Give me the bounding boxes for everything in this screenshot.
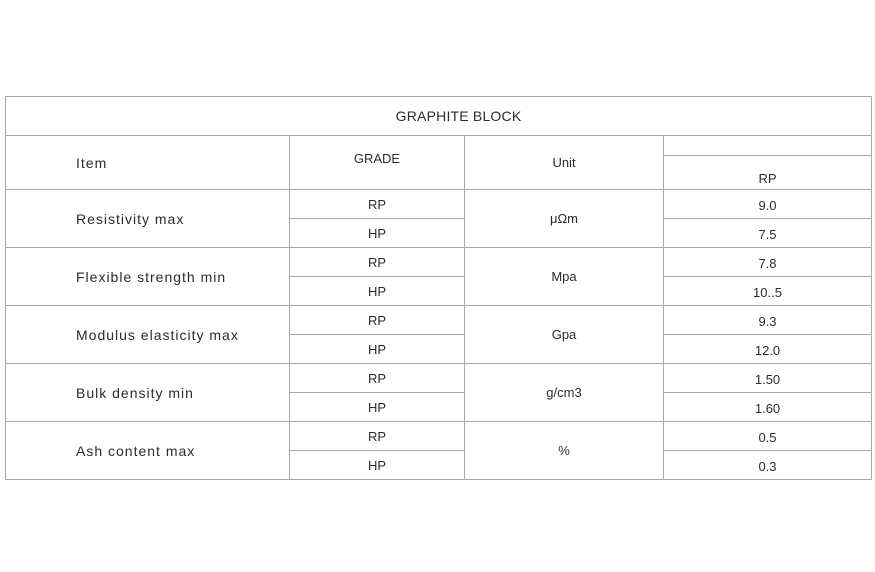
item-label: Bulk density min (6, 364, 290, 422)
header-unit: Unit (465, 136, 664, 190)
graphite-spec-table (5, 96, 872, 480)
grade-label: RP (290, 364, 465, 393)
value-cell: 9.3 (664, 306, 872, 335)
value-cell: 12.0 (664, 335, 872, 364)
table-title: GRAPHITE BLOCK (6, 97, 872, 136)
header-row (6, 136, 872, 190)
table-row (6, 190, 872, 219)
value-cell: 1.60 (664, 393, 872, 422)
grade-label: HP (290, 393, 465, 422)
value-cell: 1.50 (664, 364, 872, 393)
grade-label: RP (290, 306, 465, 335)
table-row (6, 422, 872, 451)
item-label: Flexible strength min (6, 248, 290, 306)
unit-label: Mpa (465, 248, 664, 306)
header-item: Item (6, 136, 290, 190)
item-label: Modulus elasticity max (6, 306, 290, 364)
header-value-label: RP (758, 171, 777, 186)
grade-label: HP (290, 277, 465, 306)
title-row (6, 97, 872, 136)
item-label: Resistivity max (6, 190, 290, 248)
value-cell: 7.8 (664, 248, 872, 277)
table-row (6, 306, 872, 335)
grade-label: HP (290, 335, 465, 364)
table-row (6, 364, 872, 393)
grade-label: HP (290, 219, 465, 248)
value-cell: 7.5 (664, 219, 872, 248)
unit-label: μΩm (465, 190, 664, 248)
header-grade: GRADE (290, 136, 465, 190)
value-cell: 10..5 (664, 277, 872, 306)
unit-label: Gpa (465, 306, 664, 364)
grade-label: RP (290, 190, 465, 219)
grade-label: HP (290, 451, 465, 480)
unit-label: g/cm3 (465, 364, 664, 422)
header-value (664, 136, 872, 190)
table-row (6, 248, 872, 277)
header-value-divider (664, 155, 871, 156)
value-cell: 9.0 (664, 190, 872, 219)
unit-label: % (465, 422, 664, 480)
value-cell: 0.3 (664, 451, 872, 480)
value-cell: 0.5 (664, 422, 872, 451)
grade-label: RP (290, 422, 465, 451)
grade-label: RP (290, 248, 465, 277)
item-label: Ash content max (6, 422, 290, 480)
